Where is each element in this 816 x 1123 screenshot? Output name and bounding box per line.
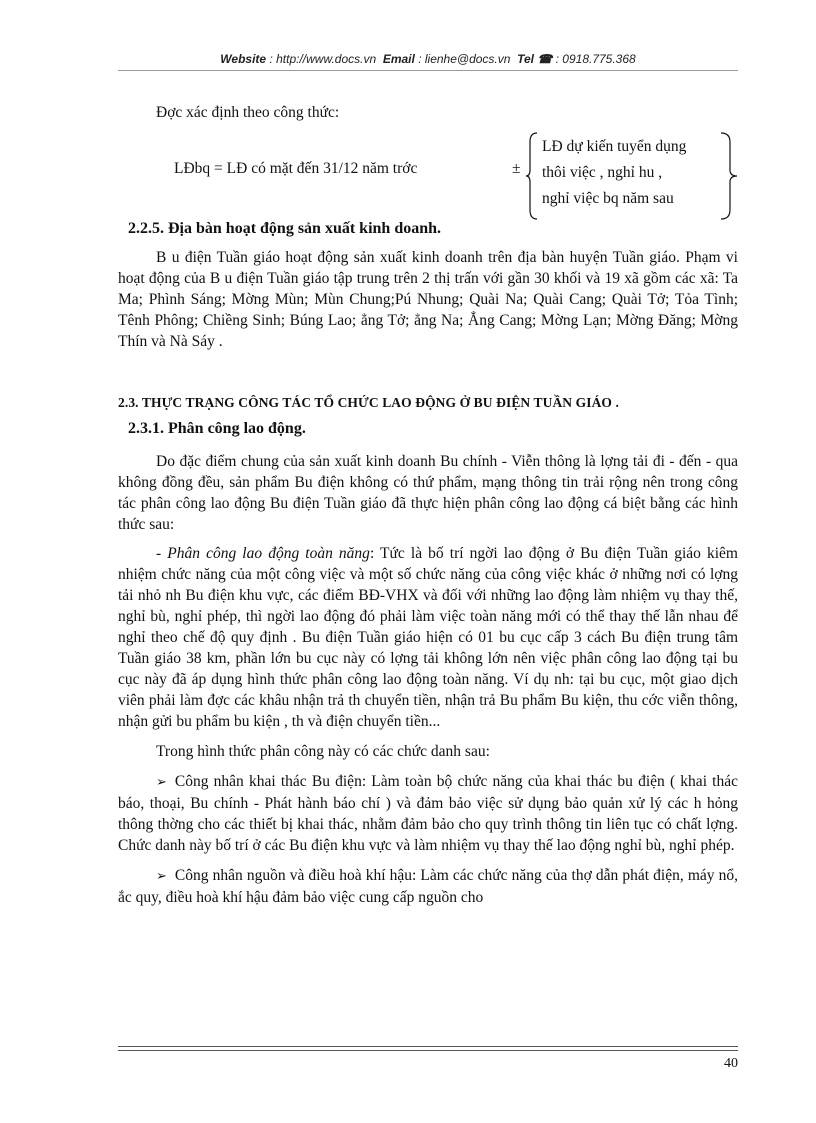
bullet-paragraph	[118, 543, 738, 732]
paragraph: Do đặc điểm chung của sản xuất kinh doanh Bu chính - Viễn thông là lợng tải đi - đến - qua không đồng đều, sản phẩm Bu điện không có thứ phẩm, mạng thông tin trải rộng nên trong công tác phân công lao động Bu điện Tuần giáo đã thực hiện phân công lao động cá biệt bằng các hình thức sau:	[118, 453, 738, 533]
left-brace-icon	[526, 132, 538, 220]
formula-lhs: LĐbq = LĐ có mặt đến 31/12 năm trớc	[174, 160, 418, 177]
section-2-2-5-body	[118, 247, 738, 352]
tel-label: Tel ☎	[517, 52, 553, 66]
email-value: : lienhe@docs.vn	[418, 52, 511, 66]
intro-line: Đợc xác định theo công thức:	[156, 104, 340, 121]
formula-item: LĐ dự kiến tuyển dụng	[542, 138, 687, 155]
tel-value: : 0918.775.368	[555, 52, 636, 66]
footer-rule	[118, 1046, 738, 1047]
website-value: : http://www.docs.vn	[269, 52, 377, 66]
formula-items	[542, 134, 686, 212]
header-rule	[118, 70, 738, 71]
arrow-bullet-icon: ➢	[156, 869, 167, 884]
paragraph: Trong hình thức phân công này có các chức danh sau:	[156, 743, 490, 760]
bullet-text: : Tức là bố trí ngời lao động ở Bu điện Tuần giáo kiêm nhiệm chức năng của một công việc và một số chức năng của công việc khác ở những nơi có lợng tải nhỏ nh Bu điện khu vực, các điểm BĐ-VHX và đối với những lao động làm nhiệm vụ thay thế, nghỉ bù, nghỉ phép, thì ngời lao động đó phải làm việc toàn năng mới có thể thay thế lẫn nhau để nghỉ theo chế độ quy định . Bu điện Tuần giáo hiện có 01 bu cục cấp 3 cách Bu điện trung tâm Tuần giáo 38 km, phần lớn bu cục này có lợng tải không lớn nên việc phân công lao động tại bu cục này đã áp dụng hình thức phân công lao động toàn năng. Ví dụ nh: tại bu cục, một giao dịch viên phải làm đợc các khâu nhận trả th chuyển tiền, nhận trả Bu phẩm Bu kiện, thu cớc viễn thông, nhận gửi bu phẩm bu kiện , th và điện chuyển tiền...	[118, 545, 738, 730]
section-2-3-1-body	[118, 451, 738, 908]
formula-block	[118, 128, 758, 224]
formula-operator: ±	[512, 160, 521, 177]
footer-rule	[118, 1050, 738, 1051]
list-item	[118, 865, 738, 908]
arrow-bullet-icon: ➢	[156, 775, 167, 790]
section-heading-2-3: 2.3. THỰC TRẠNG CÔNG TÁC TỔ CHỨC LAO ĐỘNG Ở BU ĐIỆN TUẦN GIÁO .	[118, 395, 619, 410]
section-heading-2-3-1: 2.3.1. Phân công lao động.	[128, 420, 306, 437]
formula-item: nghỉ việc bq năm sau	[542, 190, 674, 207]
list-item	[118, 771, 738, 856]
section-heading-2-2-5: 2.2.5. Địa bàn hoạt động sản xuất kinh doanh.	[128, 220, 442, 237]
formula-item: thôi việc , nghỉ hu ,	[542, 164, 663, 181]
dash-bullet: -	[156, 545, 162, 562]
page-header	[118, 52, 738, 66]
list-item-text: Công nhân nguồn và điều hoà khí hậu: Làm các chức năng của thợ dẫn phát điện, máy nổ, ắc quy, điều hoà khí hậu đảm bảo việc cung cấp nguồn cho	[118, 867, 738, 906]
paragraph: B u điện Tuần giáo hoạt động sản xuất kinh doanh trên địa bàn huyện Tuần giáo. Phạm vi hoạt động của B u điện Tuần giáo tập trung trên 2 thị trấn với gần 30 khối và 19 xã gồm các xã: Ta Ma; Phình Sáng; Mờng Mùn; Mùn Chung;Pú Nhung; Quài Na; Quài Cang; Quài Tở; Tỏa Tình; Tênh Phông; Chiềng Sinh; Búng Lao; ẳng Tở; ẳng Na; Ẳng Cang; Mờng Lạn; Mờng Đăng; Mờng Thín và Nà Sáy .	[118, 249, 738, 350]
right-brace-icon	[720, 132, 738, 220]
page-number: 40	[724, 1056, 738, 1071]
list-item-text: Công nhân khai thác Bu điện: Làm toàn bộ chức năng của khai thác bu điện ( khai thác báo, thoại, Bu chính - Phát hành báo chí ) và đảm bảo việc sử dụng bảo quản xử lý các h hỏng thông thờng cho các thiết bị khai thác, nhằm đảm bảo cho quy trình thông tin liên tục có chất lợng. Chức danh này bố trí ở các Bu điện khu vực và làm nhiệm vụ thay thế lao động nghỉ bù, nghỉ phép.	[118, 773, 738, 854]
bullet-italic-term: Phân công lao động toàn năng	[167, 545, 370, 562]
email-label: Email	[382, 52, 415, 66]
website-label: Website	[220, 52, 267, 66]
